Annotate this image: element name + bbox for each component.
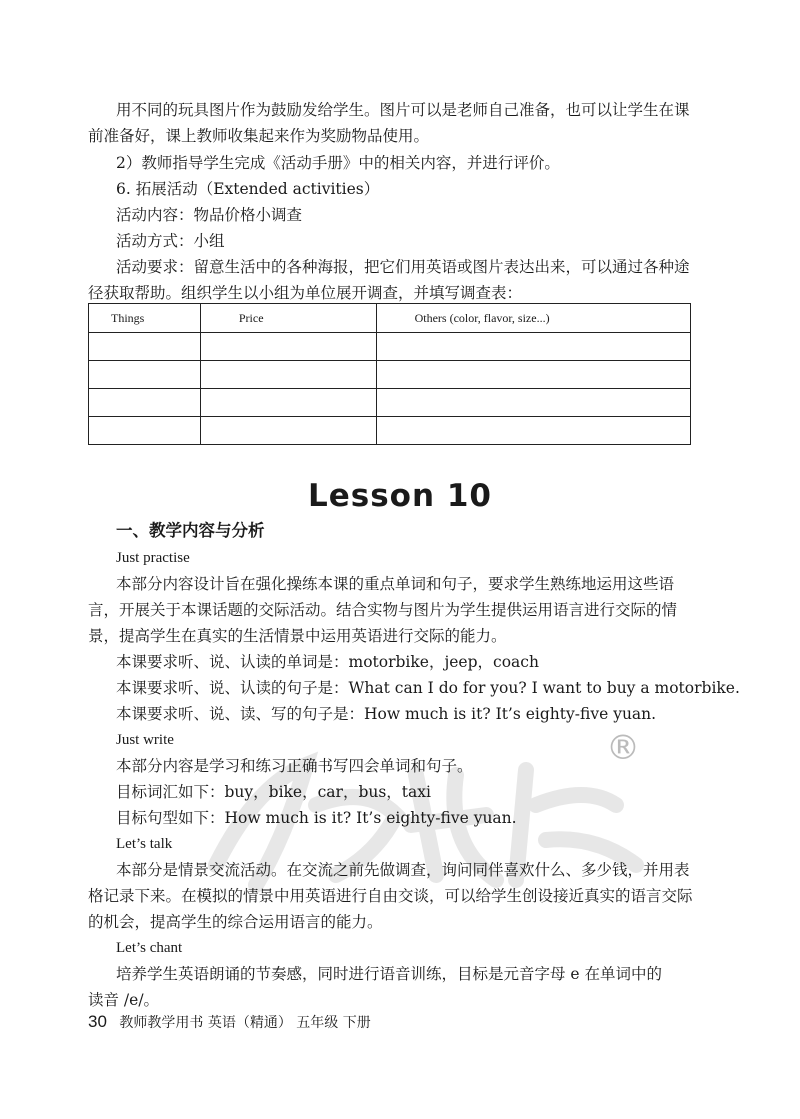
registered-trademark-icon: ® <box>606 728 640 768</box>
page-footer <box>88 1012 371 1032</box>
book-title: 教师教学用书 英语（精通） 五年级 下册 <box>119 1015 371 1031</box>
activity-heading: 6. 拓展活动（Extended activities） <box>116 180 380 198</box>
table-cell <box>200 361 376 389</box>
paragraph-line: 言，开展关于本课话题的交际活动。结合实物与图片为学生提供运用语言进行交际的情 <box>88 601 678 619</box>
table-row <box>89 417 691 445</box>
paragraph-line: 格记录下来。在模拟的情景中用英语进行自由交谈，可以给学生创设接近真实的语言交际 <box>88 887 693 905</box>
subheading-just-write: Just write <box>116 732 174 748</box>
column-header-others: Others (color, flavor, size...) <box>376 304 690 333</box>
activity-requirement: 活动要求：留意生活中的各种海报，把它们用英语或图片表达出来，可以通过各种途 <box>116 258 690 276</box>
paragraph-line: 前准备好，课上教师收集起来作为奖励物品使用。 <box>88 127 430 145</box>
subheading-lets-talk: Let’s talk <box>116 836 173 852</box>
table-cell <box>376 417 690 445</box>
paragraph-line: 培养学生英语朗诵的节奏感，同时进行语音训练，目标是元音字母 e 在单词中的 <box>116 965 663 983</box>
sentences-line: 本课要求听、说、读、写的句子是：How much is it? It’s eighty-five yuan. <box>116 705 657 723</box>
table-cell <box>89 417 201 445</box>
table-cell <box>89 333 201 361</box>
table-cell <box>200 417 376 445</box>
table-row <box>89 333 691 361</box>
activity-method: 活动方式：小组 <box>116 232 225 250</box>
activity-content: 活动内容：物品价格小调查 <box>116 206 303 224</box>
paragraph-line: 景，提高学生在真实的生活情景中运用英语进行交际的能力。 <box>88 627 507 645</box>
table-cell <box>376 333 690 361</box>
pattern-line: 目标句型如下：How much is it? It’s eighty-five yuan. <box>116 809 517 827</box>
section-heading: 一、教学内容与分析 <box>116 521 265 540</box>
survey-table <box>88 303 691 445</box>
subheading-just-practise: Just practise <box>116 550 190 566</box>
paragraph-line: 本部分内容是学习和练习正确书写四会单词和句子。 <box>116 757 473 775</box>
paragraph-line: 的机会，提高学生的综合运用语言的能力。 <box>88 913 383 931</box>
page-number: 30 <box>88 1012 107 1031</box>
publisher-watermark-logo <box>196 745 666 895</box>
table-cell <box>200 389 376 417</box>
table-row <box>89 389 691 417</box>
table-cell <box>376 389 690 417</box>
subheading-lets-chant: Let’s chant <box>116 940 183 956</box>
paragraph-line: 本部分是情景交流活动。在交流之前先做调查，询问同伴喜欢什么、多少钱，并用表 <box>116 861 690 879</box>
table-cell <box>200 333 376 361</box>
table-cell <box>89 361 201 389</box>
table-cell <box>376 361 690 389</box>
paragraph-line: 用不同的玩具图片作为鼓励发给学生。图片可以是老师自己准备，也可以让学生在课 <box>116 101 690 119</box>
lesson-title: Lesson 10 <box>308 478 492 514</box>
table-header-row <box>89 304 691 333</box>
paragraph-line: 本部分内容设计旨在强化操练本课的重点单词和句子，要求学生熟练地运用这些语 <box>116 575 675 593</box>
paragraph-line: 径获取帮助。组织学生以小组为单位展开调查，并填写调查表： <box>88 284 523 302</box>
table-row <box>89 361 691 389</box>
paragraph-line: 2）教师指导学生完成《活动手册》中的相关内容，并进行评价。 <box>116 154 560 172</box>
column-header-price: Price <box>200 304 376 333</box>
words-line: 本课要求听、说、认读的单词是：motorbike，jeep，coach <box>116 653 539 671</box>
vocab-line: 目标词汇如下：buy，bike，car，bus，taxi <box>116 783 431 801</box>
table-cell <box>89 389 201 417</box>
column-header-things: Things <box>89 304 201 333</box>
sentences-line: 本课要求听、说、认读的句子是：What can I do for you? I want to buy a motorbike. <box>116 679 740 697</box>
paragraph-line: 读音 /e/。 <box>88 991 160 1009</box>
